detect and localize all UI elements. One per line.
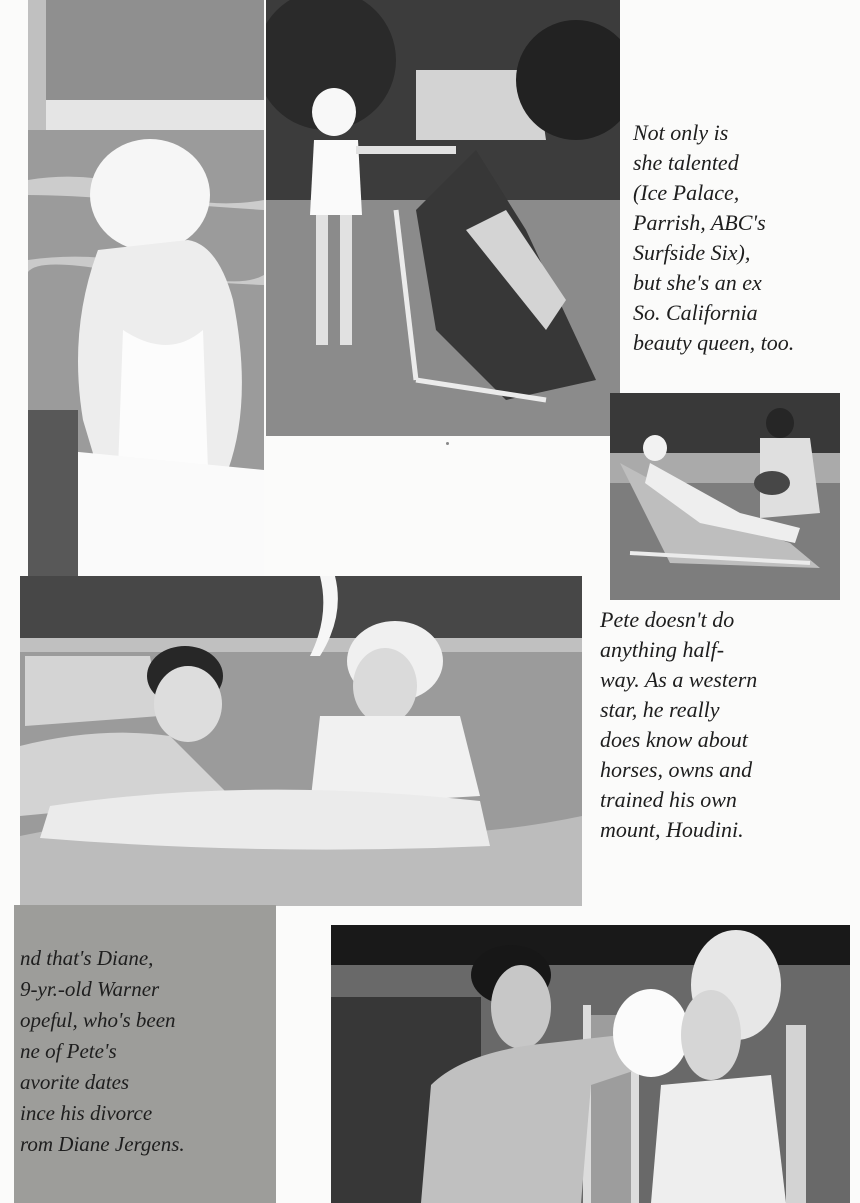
caption-pete	[600, 605, 850, 845]
caption-line: rom Diane Jergens.	[20, 1132, 185, 1156]
caption-line: way. As a western	[600, 667, 758, 692]
caption-talented	[633, 118, 845, 358]
caption-line: anything half-	[600, 637, 725, 662]
caption-line: Pete doesn't do	[600, 607, 735, 632]
caption-line: but she's an ex	[633, 270, 762, 295]
print-speck	[446, 442, 449, 445]
caption-line: opeful, who's been	[20, 1008, 176, 1032]
caption-line: ince his divorce	[20, 1101, 153, 1125]
photo-poodle	[331, 925, 850, 1203]
photo-woman-back-poolside	[28, 0, 264, 588]
caption-line: beauty queen, too.	[633, 330, 795, 355]
caption-line: (Ice Palace,	[633, 180, 740, 205]
caption-line: star, he really	[600, 697, 720, 722]
caption-line: horses, owns and	[600, 757, 753, 782]
photo-pool-float	[20, 576, 582, 906]
caption-line: mount, Houdini.	[600, 817, 744, 842]
caption-line: Parrish, ABC's	[633, 210, 766, 235]
caption-line: does know about	[600, 727, 748, 752]
caption-line: nd that's Diane,	[20, 946, 154, 970]
caption-line: Not only is	[633, 120, 729, 145]
caption-diane	[20, 943, 268, 1160]
caption-line: So. California	[633, 300, 758, 325]
photo-lawn-chair-tumble	[266, 0, 620, 436]
caption-line: Surfside Six),	[633, 240, 751, 265]
caption-line: avorite dates	[20, 1070, 130, 1094]
caption-line: she talented	[633, 150, 739, 175]
caption-line: trained his own	[600, 787, 737, 812]
caption-line: 9-yr.-old Warner	[20, 977, 160, 1001]
caption-line: ne of Pete's	[20, 1039, 117, 1063]
photo-guitar-lounger	[610, 393, 840, 600]
